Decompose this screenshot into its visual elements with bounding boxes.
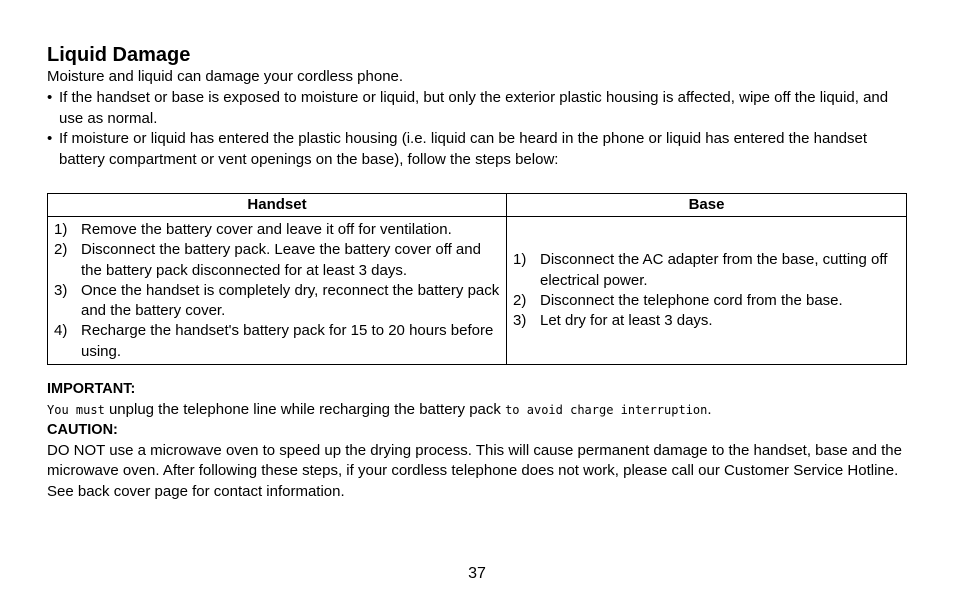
handset-steps-list <box>54 220 500 362</box>
intro-text: Moisture and liquid can damage your cordless phone. <box>47 68 404 85</box>
table-row <box>48 217 907 365</box>
important-text-part: You must <box>47 402 105 417</box>
header-base: Base <box>507 194 907 217</box>
bullet-list <box>47 88 907 170</box>
page-number: 37 <box>468 565 486 582</box>
handset-steps-cell <box>48 217 507 365</box>
section-title: Liquid Damage <box>47 44 191 66</box>
step-number: 2) <box>54 241 68 259</box>
step-number: 2) <box>513 292 527 310</box>
step-text: Disconnect the AC adapter from the base, cutting off electrical power. <box>540 251 888 289</box>
table-header-row <box>48 194 907 217</box>
step-text: Disconnect the battery pack. Leave the battery cover off and the battery pack disconnected for at least 3 days. <box>81 241 481 279</box>
list-item <box>54 220 500 240</box>
list-item <box>54 321 500 362</box>
step-text: Let dry for at least 3 days. <box>540 312 713 330</box>
step-number: 3) <box>54 281 68 299</box>
step-number: 1) <box>513 251 527 269</box>
important-label: IMPORTANT: <box>47 381 136 397</box>
drying-steps-table <box>47 193 907 365</box>
list-item <box>513 291 900 311</box>
base-steps-list <box>513 250 900 331</box>
important-text-part: unplug the telephone line while recharging the battery pack <box>104 400 506 418</box>
important-text-part: . <box>707 400 712 418</box>
notes-block <box>47 379 907 502</box>
bullet-item: • If the handset or base is exposed to moisture or liquid, but only the exterior plastic housing is affected, wipe off the liquid, and use as normal. <box>47 88 907 129</box>
step-number: 3) <box>513 312 527 330</box>
list-item <box>54 240 500 281</box>
list-item <box>513 311 900 331</box>
important-text <box>47 400 907 421</box>
important-text-part: to avoid charge interruption <box>505 402 708 417</box>
base-steps-cell <box>507 217 907 365</box>
step-text: Disconnect the telephone cord from the base. <box>540 292 843 310</box>
caution-label: CAUTION: <box>47 422 118 438</box>
step-number: 1) <box>54 221 68 238</box>
step-number: 4) <box>54 322 68 340</box>
step-text: Remove the battery cover and leave it off for ventilation. <box>81 221 452 238</box>
step-text: Once the handset is completely dry, reconnect the battery pack and the battery cover. <box>81 281 500 320</box>
list-item <box>513 250 900 291</box>
step-text: Recharge the handset's battery pack for 15 to 20 hours before using. <box>81 322 494 360</box>
list-item <box>54 281 500 322</box>
caution-text: DO NOT use a microwave oven to speed up the drying process. This will cause permanent damage to the handset, base and the microwave oven. After following these steps, if your cordless telephone does not work, please call our Customer Service Hotline. See back cover page for contact information. <box>47 441 902 500</box>
bullet-item: • If moisture or liquid has entered the plastic housing (i.e. liquid can be heard in the phone or liquid has entered the handset battery compartment or vent openings on the base), follow the steps below: <box>47 129 907 170</box>
header-handset: Handset <box>48 194 507 217</box>
